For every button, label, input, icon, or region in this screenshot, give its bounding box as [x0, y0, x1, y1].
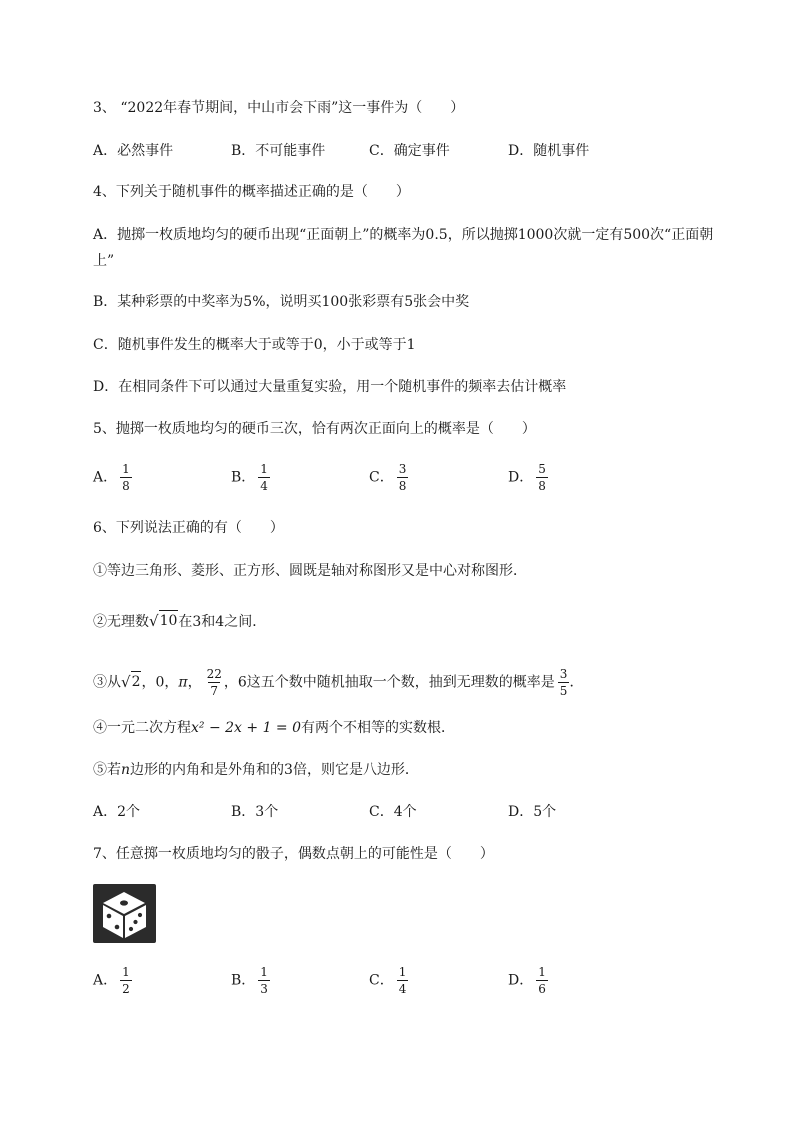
q4-option-b[interactable]: B．某种彩票的中奖率为5%，说明买100张彩票有5张会中奖 — [93, 294, 470, 310]
q6-statement-5: ⑤若n边形的内角和是外角和的3倍，则它是八边形． — [93, 762, 419, 778]
option-letter: B． — [231, 469, 256, 486]
q6-option-c[interactable]: C．4个 — [369, 804, 417, 820]
q6-statement-3: ③从 √ 2 ，0，π， $\frac{22}{7}$ ，6这五个数中随机抽取一个数，抽到无理数的概率是 $\frac{3}{5}$ ． — [93, 667, 584, 698]
equation: x² − 2x + 1 = 0 — [191, 720, 302, 736]
dice-icon — [93, 884, 156, 943]
q3-option-b[interactable]: B．不可能事件 — [231, 143, 326, 159]
q7-option-b[interactable] — [231, 965, 270, 996]
q7-option-c[interactable] — [369, 965, 408, 996]
option-letter: A． — [93, 469, 118, 486]
q7-option-a[interactable] — [93, 965, 132, 996]
fraction: $\frac{22}{7}$ — [206, 667, 222, 698]
fraction: $\frac{3}{5}$ — [559, 667, 568, 698]
q4-option-d[interactable]: D．在相同条件下可以通过大量重复实验，用一个随机事件的频率去估计概率 — [93, 379, 567, 395]
fraction: $\frac{1}{4}$ — [260, 462, 268, 493]
q6-option-a[interactable]: A．2个 — [93, 804, 141, 820]
q6-option-d[interactable]: D．5个 — [508, 804, 557, 820]
fraction: $\frac{1}{3}$ — [260, 965, 268, 996]
q5-option-c[interactable] — [369, 462, 408, 493]
q3-option-d[interactable]: D．随机事件 — [508, 143, 590, 159]
sqrt-expression: √ 2 — [121, 672, 141, 691]
q3-option-a[interactable]: A．必然事件 — [93, 143, 174, 159]
q6-statement-4: ④一元二次方程x² − 2x + 1 = 0有两个不相等的实数根． — [93, 720, 456, 736]
option-letter: D． — [508, 469, 534, 486]
fraction: $\frac{3}{8}$ — [398, 462, 407, 493]
q5-option-d[interactable] — [508, 462, 548, 493]
sqrt-expression: √ 10 — [149, 612, 178, 630]
option-letter: B． — [231, 972, 256, 989]
option-letter: A． — [93, 972, 118, 989]
question-3-stem: 3、 “2022年春节期间，中山市会下雨”这一事件为（ ） — [93, 100, 465, 116]
question-7-stem: 7、任意掷一枚质地均匀的骰子，偶数点朝上的可能性是（ ） — [93, 846, 494, 862]
q4-option-c[interactable]: C．随机事件发生的概率大于或等于0，小于或等于1 — [93, 337, 416, 353]
q7-option-d[interactable] — [508, 965, 548, 996]
fraction: $\frac{5}{8}$ — [538, 462, 546, 493]
q4-option-a[interactable]: A．抛掷一枚质地均匀的硬币出现“正面朝上”的概率为0.5，所以抛掷1000次就一定有500次“正面朝上” — [93, 227, 714, 269]
dice-image — [93, 884, 156, 943]
question-5-stem: 5、抛掷一枚质地均匀的硬币三次，恰有两次正面向上的概率是（ ） — [93, 421, 536, 437]
q6-statement-2: ②无理数 √ 10 在3和4之间． — [93, 612, 267, 630]
q6-option-b[interactable]: B．3个 — [231, 804, 279, 820]
question-4-stem: 4、下列关于随机事件的概率描述正确的是（ ） — [93, 184, 410, 200]
q5-option-b[interactable] — [231, 462, 270, 493]
question-6-stem: 6、下列说法正确的有（ ） — [93, 520, 284, 536]
fraction: $\frac{1}{2}$ — [122, 965, 130, 996]
fraction: $\frac{1}{4}$ — [398, 965, 407, 996]
fraction: $\frac{1}{8}$ — [122, 462, 130, 493]
fraction: $\frac{1}{6}$ — [538, 965, 546, 996]
q6-statement-1: ①等边三角形、菱形、正方形、圆既是轴对称图形又是中心对称图形． — [93, 563, 527, 579]
option-letter: C． — [369, 972, 394, 989]
option-letter: D． — [508, 972, 534, 989]
q3-option-c[interactable]: C．确定事件 — [369, 143, 450, 159]
q5-option-a[interactable] — [93, 462, 132, 493]
option-letter: C． — [369, 469, 394, 486]
